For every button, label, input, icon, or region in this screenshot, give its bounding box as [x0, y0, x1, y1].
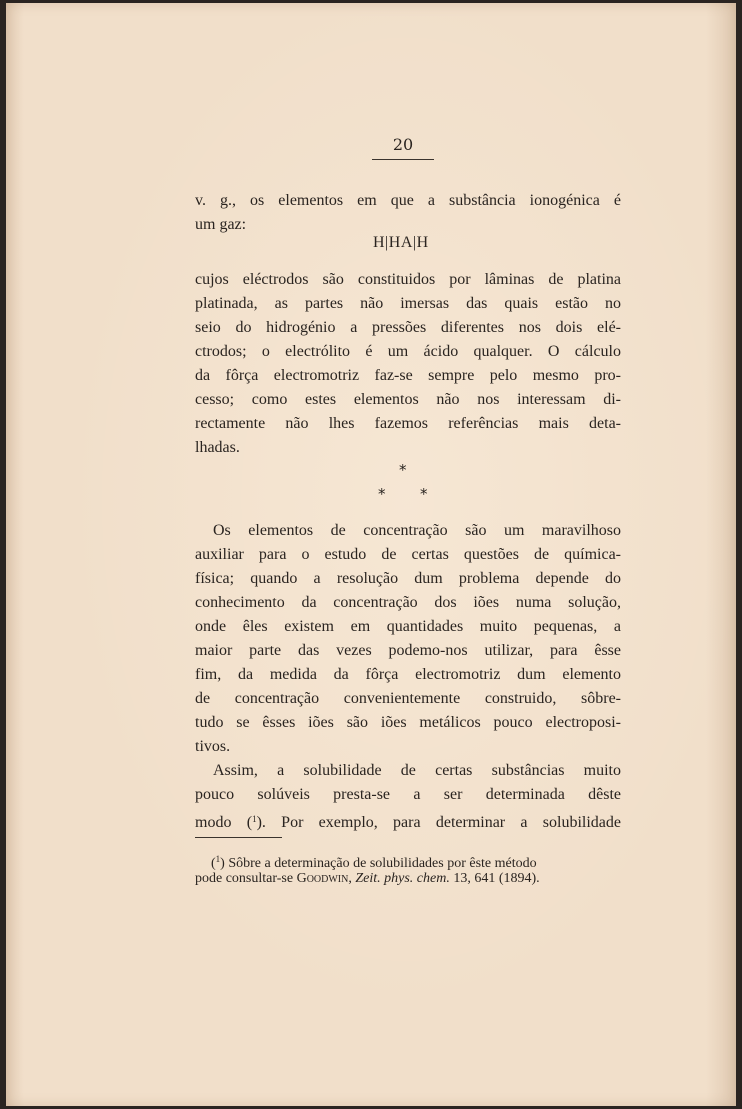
footnote-text: 13, 641 (1894). [449, 871, 540, 886]
footnote-rule [195, 837, 282, 838]
text-line: maior parte das vezes podemo-nos utilizar, para êsse [195, 642, 621, 659]
footnote-line: ($^1$) Sôbre a determinação de solubilidades por êste método [211, 854, 537, 871]
footnote-journal: Zeit. phys. chem. [355, 871, 450, 886]
asterism-star: * [420, 485, 428, 503]
text-line [195, 807, 621, 831]
text-line: cujos eléctrodos são constituidos por lâminas de platina [195, 271, 621, 288]
footnote-author: Goodwin [296, 871, 349, 886]
text-line: tivos. [195, 738, 231, 755]
text-line: rectamente não lhes fazemos referências mais deta- [195, 415, 621, 432]
footnote-text: pode consultar-se [195, 871, 297, 886]
text-line: auxiliar para o estudo de certas questões de química- [195, 546, 621, 563]
text-line: platinada, as partes não imersas das quais estão no [195, 295, 621, 312]
page-number-rule [372, 159, 434, 160]
text-line: ctrodos; o electrólito é um ácido qualquer. O cálculo [195, 343, 621, 360]
text-line: Assim, a solubilidade de certas substâncias muito [213, 762, 621, 779]
text-line: lhadas. [195, 439, 240, 456]
footnote-text: ) Sôbre a determinação de solubilidades por êste método [220, 856, 537, 871]
text-line: v. g., os elementos em que a substância ionogénica é [195, 192, 621, 209]
text-fragment: modo ( [195, 814, 253, 831]
text-line: onde êles existem em quantidades muito pequenas, a [195, 618, 621, 635]
text-line: física; quando a resolução dum problema depende do [195, 570, 621, 587]
footnote-text: , [348, 871, 356, 886]
text-line: seio do hidrogénio a pressões diferentes nos dois elé- [195, 319, 621, 336]
asterism-star: * [399, 461, 407, 479]
text-line: conhecimento da concentração dos iões numa solução, [195, 594, 621, 611]
footnote-marker: 1 [215, 854, 221, 864]
text-line: da fôrça electromotriz faz-se sempre pelo mesmo pro- [195, 367, 621, 384]
text-line: pouco solúveis presta-se a ser determinada dêste [195, 786, 621, 803]
text-line: fim, da medida da fôrça electromotriz dum elemento [195, 666, 621, 683]
text-fragment: ). Por exemplo, para determinar a solubilidade [256, 814, 621, 831]
text-line: de concentração convenientemente construido, sôbre- [195, 690, 621, 707]
footnote-reference: 1 [252, 814, 257, 824]
text-line: um gaz: [195, 216, 247, 233]
book-page [6, 3, 736, 1106]
text-line: cesso; como estes elementos não nos interessam di- [195, 391, 621, 408]
page-number: 20 [392, 135, 414, 154]
cell-formula: H|HA|H [373, 234, 429, 251]
text-line: tudo se êsses iões são iões metálicos pouco electroposi- [195, 714, 621, 731]
text-line: Os elementos de concentração são um maravilhoso [213, 522, 621, 539]
footnote-line [195, 869, 621, 889]
asterism-star: * [378, 485, 386, 503]
